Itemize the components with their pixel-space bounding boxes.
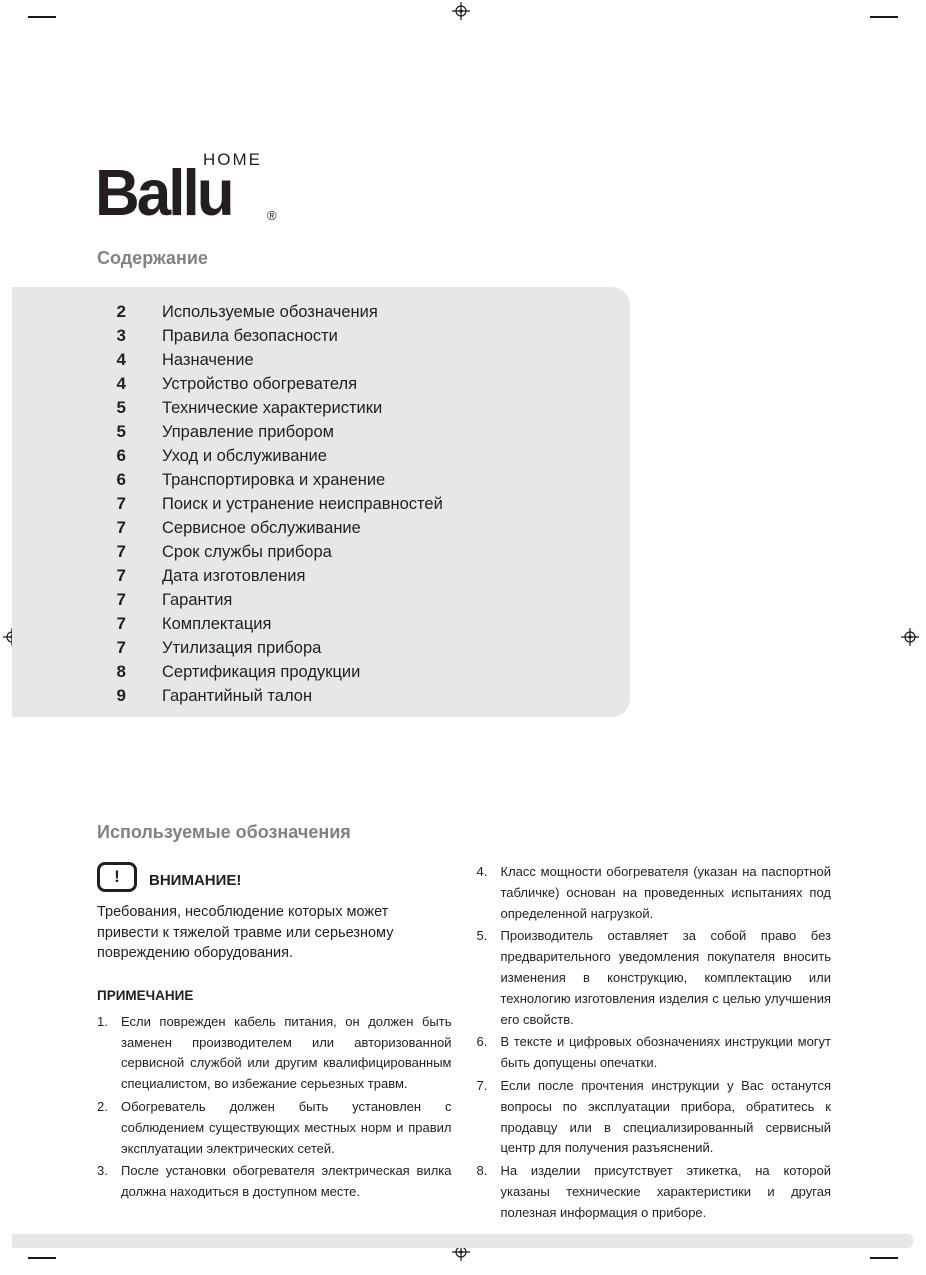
toc-row — [100, 326, 630, 350]
note-item — [477, 862, 832, 924]
note-item-number: 7. — [476, 1077, 488, 1093]
crop-mark-bottom-right — [870, 1257, 898, 1259]
note-item — [97, 1161, 452, 1203]
toc-entry-label: Гарантия — [162, 591, 233, 609]
note-item-text: На изделии присутствует этикетка, на которой указаны технические характеристики и другая полезная информация о приборе. — [500, 1163, 831, 1220]
toc-entry-label: Правила безопасности — [162, 327, 338, 345]
warning-text: Требования, несоблюдение которых может привести к тяжелой травме или серьезному повреждению оборудования. — [97, 904, 394, 962]
toc-entry-label: Управление прибором — [162, 423, 334, 441]
note-list-left — [97, 1012, 452, 1203]
contents-heading: Содержание — [97, 248, 208, 268]
note-item-number: 6. — [476, 1034, 488, 1050]
toc-page-number: 6 — [116, 470, 126, 489]
toc-page-number: 7 — [116, 518, 126, 537]
note-item-number: 4. — [476, 864, 488, 879]
note-item — [97, 1097, 452, 1159]
toc-row — [100, 614, 630, 638]
toc-entry-label: Срок службы прибора — [162, 543, 332, 561]
toc-row — [100, 302, 630, 326]
note-item-number: 5. — [476, 928, 488, 944]
toc-entry-label: Сервисное обслуживание — [162, 519, 361, 537]
toc-row — [100, 542, 630, 566]
toc-row — [100, 686, 630, 710]
toc-page-number: 6 — [116, 446, 126, 465]
toc-entry-label: Дата изготовления — [162, 567, 306, 585]
note-item-text: Обогреватель должен быть установлен с соблюдением существующих местных норм и правил эксплуатации электрических сетей. — [121, 1098, 452, 1156]
note-item — [477, 1161, 832, 1223]
toc-page-number: 8 — [116, 662, 126, 681]
toc-entry-label: Технические характеристики — [162, 399, 383, 417]
toc-row — [100, 638, 630, 662]
note-item-number: 2. — [97, 1098, 108, 1114]
note-item-number: 3. — [97, 1163, 108, 1179]
toc-row — [100, 518, 630, 542]
warning-title: ВНИМАНИЕ! — [149, 872, 242, 889]
toc-entry-label: Используемые обозначения — [162, 303, 378, 321]
note-item — [97, 1012, 452, 1095]
toc-page-number: 7 — [116, 494, 126, 513]
crop-mark-top-right — [870, 16, 898, 18]
note-item — [477, 1032, 832, 1074]
note-item-text: После установки обогревателя электрическая вилка должна находиться в доступном месте. — [121, 1163, 452, 1200]
section-heading: Используемые обозначения — [97, 822, 351, 842]
toc-page-number: 4 — [116, 374, 126, 393]
toc-entry-label: Уход и обслуживание — [162, 447, 327, 465]
note-list-right — [477, 862, 832, 1224]
toc-entry-label: Поиск и устранение неисправностей — [162, 495, 443, 513]
toc-page-number: 5 — [116, 398, 126, 417]
toc-page-number: 5 — [116, 422, 126, 441]
toc-row — [100, 350, 630, 374]
right-column — [477, 862, 832, 1226]
crop-mark-bottom-left — [28, 1257, 56, 1259]
note-item — [477, 926, 832, 1030]
note-item-text: Производитель оставляет за собой право без предварительного уведомления покупателя вносить изменения в конструкцию, комплектацию или технологию изготовления изделия с целью улучшения его свойств. — [500, 928, 831, 1027]
note-heading: ПРИМЕЧАНИЕ — [97, 987, 194, 1003]
note-item-text: В тексте и цифровых обозначениях инструкции могут быть допущены опечатки. — [500, 1034, 831, 1071]
toc-page-number: 7 — [116, 566, 126, 585]
toc-row — [100, 566, 630, 590]
toc-row — [100, 398, 630, 422]
toc-page-number: 7 — [116, 590, 126, 609]
crop-mark-top-left — [28, 16, 56, 18]
toc-page-number: 3 — [116, 326, 126, 345]
toc-entry-label: Сертификация продукции — [162, 663, 361, 681]
registered-trademark-symbol: ® — [267, 208, 277, 223]
ballu-logo — [95, 150, 315, 230]
toc-entry-label: Назначение — [162, 351, 254, 369]
toc-entry-label: Утилизация прибора — [162, 639, 322, 657]
note-item-text: Класс мощности обогревателя (указан на паспортной табличке) основан на проведенных испытаниях под определенной нагрузкой. — [500, 864, 831, 921]
section-body — [97, 862, 831, 1226]
toc-entry-label: Транспортировка и хранение — [162, 471, 386, 489]
warning-icon: ! — [97, 862, 137, 892]
registration-mark-top — [452, 2, 470, 20]
bottom-gray-strip — [12, 1234, 913, 1248]
toc-row — [100, 590, 630, 614]
logo-home-text: HOME — [203, 150, 262, 169]
toc-page-number: 7 — [116, 614, 126, 633]
toc-row — [100, 374, 630, 398]
registration-mark-right — [901, 628, 919, 646]
table-of-contents — [12, 287, 630, 717]
toc-page-number: 7 — [116, 638, 126, 657]
note-item-number: 8. — [476, 1163, 488, 1179]
toc-entry-label: Комплектация — [162, 615, 272, 633]
toc-page-number: 4 — [116, 350, 126, 369]
note-item — [477, 1076, 832, 1159]
left-column — [97, 862, 452, 1226]
toc-row — [100, 422, 630, 446]
toc-row — [100, 494, 630, 518]
warning-header — [97, 862, 452, 892]
toc-entry-label: Устройство обогревателя — [162, 375, 358, 393]
note-item-text: Если поврежден кабель питания, он должен быть заменен производителем или авторизованной сервисной службой или другим квалифицированным специалистом, во избежание серьезных травм. — [121, 1013, 452, 1092]
note-item-text: Если после прочтения инструкции у Вас останутся вопросы по эксплуатации прибора, обратитесь к продавцу или в специализированный сервисный центр для получения разъяснений. — [500, 1077, 831, 1156]
toc-row — [100, 662, 630, 686]
toc-page-number: 2 — [116, 302, 126, 321]
toc-row — [100, 446, 630, 470]
toc-entry-label: Гарантийный талон — [162, 687, 313, 705]
toc-row — [100, 470, 630, 494]
note-item-number: 1. — [97, 1013, 108, 1029]
logo-wordmark: Ballu — [95, 157, 232, 230]
toc-page-number: 7 — [116, 542, 126, 561]
toc-page-number: 9 — [116, 686, 126, 705]
